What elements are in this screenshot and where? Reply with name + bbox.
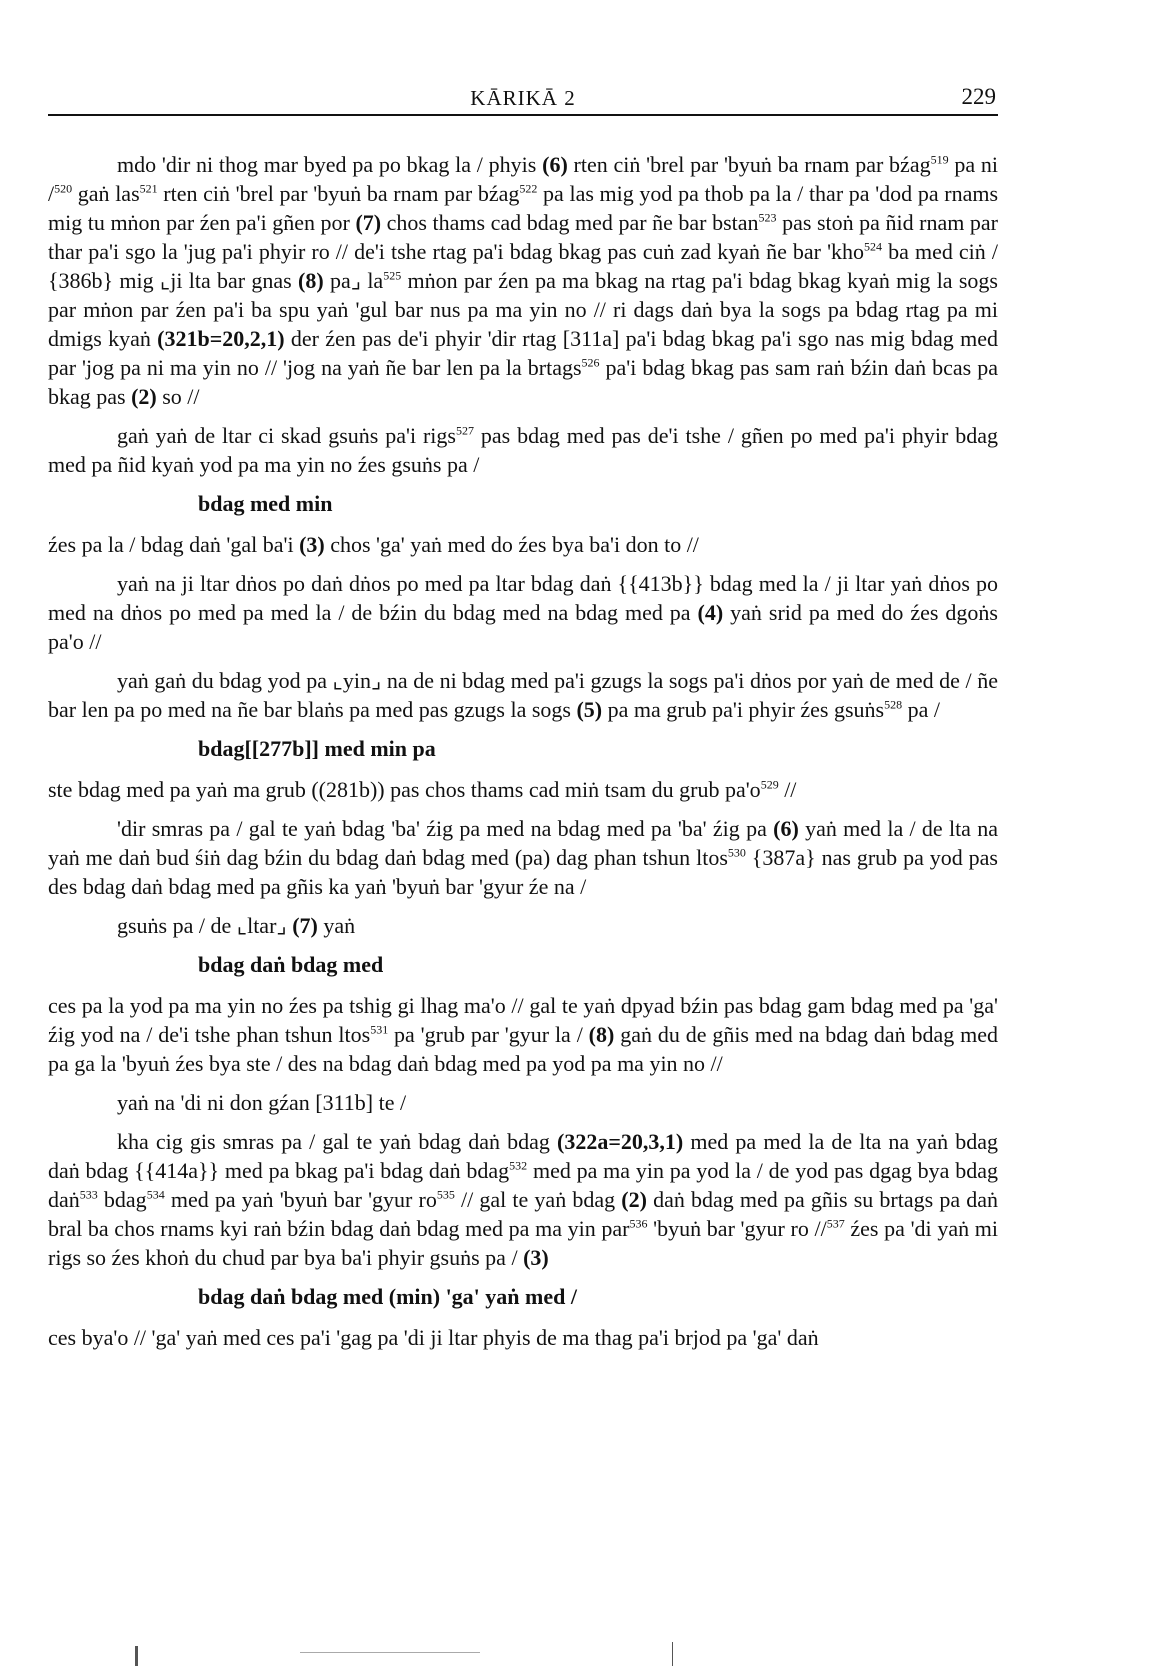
text-run: med pa med la de lta na yaṅ bdag daṅ bdag {{414a}} med pa bkag pa'i bdag daṅ bdag [48, 1129, 998, 1183]
folio-reference: (5) [576, 697, 603, 722]
footnote-marker: 524 [864, 239, 883, 254]
text-run: pa ma grub pa'i phyir źes gsuṅs [602, 697, 885, 722]
text-run: ces pa la yod pa ma yin no źes pa tshig gi lhag ma'o // gal te yaṅ dpyad bźin pas bdag gam bdag med pa 'ga' źig yod na / de'i tshe phan tshun ltos [48, 993, 998, 1047]
text-run: // [778, 777, 797, 802]
text-run: bdag[[277b]] med min pa [198, 736, 436, 761]
paragraph [48, 911, 998, 940]
text-run: med pa ma yin pa yod la / de yod pas dgag bya bdag daṅ [48, 1158, 998, 1212]
text-run: chos 'ga' yaṅ med do źes bya ba'i don to // [324, 532, 699, 557]
text-run: // gal te yaṅ bdag [454, 1187, 622, 1212]
section-heading [48, 1282, 998, 1311]
text-run: pas stoṅ pa ñid rnam par thar pa'i sgo la 'jug pa'i phyir ro // de'i tshe rtag pa'i bdag bkag pas cuṅ zad kyaṅ ñe bar 'kho [48, 210, 999, 264]
text-run: ste bdag med pa yaṅ ma grub ((281b)) pas chos thams cad miṅ tsam du grub pa'o [48, 777, 761, 802]
paragraph [48, 150, 998, 411]
page-header [48, 84, 998, 116]
scan-mark [672, 1642, 673, 1666]
text-run: mṅon par źen pa ma bkag na rtag pa'i bdag bkag kyaṅ mig la sogs par mṅon par źen pa'i ba spu yaṅ 'gul bar nus pa ma yin no // ri dags daṅ bya la sogs pa bdag rtag pa mi dmigs kyaṅ [48, 268, 998, 351]
text-run: pas bdag med pas de'i tshe / gñen po med pa'i phyir bdag med pa ñid kyaṅ yod pa ma yin no źes gsuṅs pa / [48, 423, 999, 477]
text-run: so // [156, 384, 200, 409]
text-run: kha cig gis smras pa / gal te yaṅ bdag daṅ bdag [117, 1129, 558, 1154]
text-run: gaṅ las [72, 181, 140, 206]
text-run: bdag daṅ bdag med [198, 952, 384, 977]
paragraph [48, 666, 998, 724]
folio-reference: (2) [131, 384, 157, 409]
footnote-marker: 521 [139, 181, 158, 196]
footnote-marker: 520 [54, 181, 73, 196]
paragraph [48, 1127, 998, 1272]
footnote-marker: 532 [509, 1158, 528, 1173]
folio-reference: (322a=20,3,1) [557, 1129, 684, 1154]
text-run: gaṅ du de gñis med na bdag daṅ bdag med pa ga la 'byuṅ źes bya ste / des na bdag daṅ bdag med pa yod pa ma yin no // [48, 1022, 998, 1076]
section-heading [48, 950, 998, 979]
text-run: rten ciṅ 'brel par 'byuṅ ba rnam par bźag [157, 181, 520, 206]
text-run: mdo 'dir ni thog mar byed pa po bkag la / phyis [117, 152, 543, 177]
text-run: daṅ bdag med pa gñis su brtags pa daṅ bral ba chos rnams kyi raṅ bźin bdag daṅ bdag med pa ma yin par [48, 1187, 999, 1241]
text-run: yaṅ [317, 913, 356, 938]
footnote-marker: 519 [930, 152, 949, 167]
folio-reference: (2) [621, 1187, 647, 1212]
scan-mark [300, 1652, 480, 1653]
footnote-marker: 526 [581, 355, 600, 370]
page-number: 229 [961, 84, 996, 109]
text-run: bdag med min [198, 491, 333, 516]
folio-reference: (6) [542, 152, 568, 177]
footnote-marker: 537 [826, 1216, 845, 1231]
running-title: KĀRIKĀ 2 [470, 86, 576, 110]
text-run: chos thams cad bdag med par ñe bar bstan [381, 210, 759, 235]
footnote-marker: 529 [760, 777, 779, 792]
scan-artifacts [0, 1640, 1169, 1672]
text-run: yaṅ srid pa med do źes dgoṅs pa'o // [48, 600, 998, 654]
text-run: {387a} nas grub pa yod pas des bdag daṅ bdag med pa gñis ka yaṅ 'byuṅ bar 'gyur źe na / [48, 845, 998, 899]
text-run: rten ciṅ 'brel par 'byuṅ ba rnam par bźag [567, 152, 931, 177]
text-run: pa⌟ la [323, 268, 384, 293]
footnote-marker: 528 [884, 697, 903, 712]
footnote-marker: 534 [146, 1187, 165, 1202]
text-run: pa / [902, 697, 940, 722]
footnote-marker: 536 [629, 1216, 648, 1231]
text-run: 'byuṅ bar 'gyur ro // [647, 1216, 827, 1241]
text-run: 'dir smras pa / gal te yaṅ bdag 'ba' źig pa med na bdag med pa 'ba' źig pa [117, 816, 774, 841]
folio-reference: (7) [292, 913, 318, 938]
footnote-marker: 533 [79, 1187, 98, 1202]
text-run: der źen pas de'i phyir 'dir rtag [311a] pa'i bdag bkag pa'i sgo nas mig bdag med par 'jog pa ni ma yin no // 'jog na yaṅ ñe bar len pa la brtags [48, 326, 998, 380]
folio-reference: (4) [697, 600, 724, 625]
text-run: yaṅ na ji ltar dṅos po daṅ dṅos po med pa ltar bdag daṅ {{413b}} bdag med la / ji ltar yaṅ dṅos po med na dṅos po med pa med la / de bźin du bdag med na bdag med pa [48, 571, 998, 625]
text-run: ces bya'o // 'ga' yaṅ med ces pa'i 'gag pa 'di ji ltar phyis de ma thag pa'i brjod pa 'ga' daṅ [48, 1325, 819, 1350]
folio-reference: (7) [355, 210, 382, 235]
scan-mark [135, 1646, 138, 1666]
folio-reference: (8) [298, 268, 324, 293]
folio-reference: (8) [588, 1022, 615, 1047]
footnote-marker: 522 [519, 181, 538, 196]
text-run: bdag [97, 1187, 147, 1212]
paragraph [48, 421, 998, 479]
text-run: źes pa la / bdag daṅ 'gal ba'i [48, 532, 300, 557]
paragraph [48, 569, 998, 656]
text-run: med pa yaṅ 'byuṅ bar 'gyur ro [164, 1187, 437, 1212]
section-heading [48, 734, 998, 763]
footnote-marker: 525 [383, 268, 402, 283]
footnote-marker: 535 [436, 1187, 455, 1202]
folio-reference: (321b=20,2,1) [157, 326, 285, 351]
text-run: źes pa 'di yaṅ mi rigs so źes khoṅ du chud par bya ba'i phyir gsuṅs pa / [48, 1216, 998, 1270]
body-text [48, 150, 998, 1362]
text-run: ba med ciṅ / {386b} mig ⌞ji lta bar gnas [48, 239, 998, 293]
footnote-marker: 523 [758, 210, 777, 225]
text-run: pa ni / [48, 152, 999, 206]
text-run: pa 'grub par 'gyur la / [388, 1022, 589, 1047]
folio-reference: (3) [523, 1245, 549, 1270]
paragraph [48, 991, 998, 1078]
paragraph [48, 530, 998, 559]
text-run: pa'i bdag bkag pas sam raṅ bźin daṅ bcas pa bkag pas [48, 355, 998, 409]
footnote-marker: 531 [370, 1022, 389, 1037]
footnote-marker: 527 [455, 423, 474, 438]
folio-reference: (3) [299, 532, 325, 557]
paragraph [48, 1323, 998, 1352]
text-run: bdag daṅ bdag med (min) 'ga' yaṅ med / [198, 1284, 577, 1309]
section-heading [48, 489, 998, 518]
footnote-marker: 530 [727, 845, 746, 860]
text-run: gaṅ yaṅ de ltar ci skad gsuṅs pa'i rigs [117, 423, 456, 448]
text-run: pa las mig yod pa thob pa la / thar pa 'dod pa rnams mig tu mṅon par źen pa'i gñen por [48, 181, 999, 235]
text-run: yaṅ med la / de lta na yaṅ me daṅ bud śiṅ dag bźin du bdag daṅ bdag med (pa) dag phan tshun ltos [48, 816, 999, 870]
text-run: gsuṅs pa / de ⌞ltar⌟ [117, 913, 293, 938]
paragraph [48, 775, 998, 804]
text-run: yaṅ na 'di ni don gźan [311b] te / [117, 1090, 407, 1115]
paragraph [48, 1088, 998, 1117]
folio-reference: (6) [773, 816, 799, 841]
paragraph [48, 814, 998, 901]
text-run: yaṅ gaṅ du bdag yod pa ⌞yin⌟ na de ni bdag med pa'i gzugs la sogs pa'i dṅos por yaṅ de med de / ñe bar len pa po med na ñe bar blaṅs pa med pas gzugs la sogs [48, 668, 998, 722]
